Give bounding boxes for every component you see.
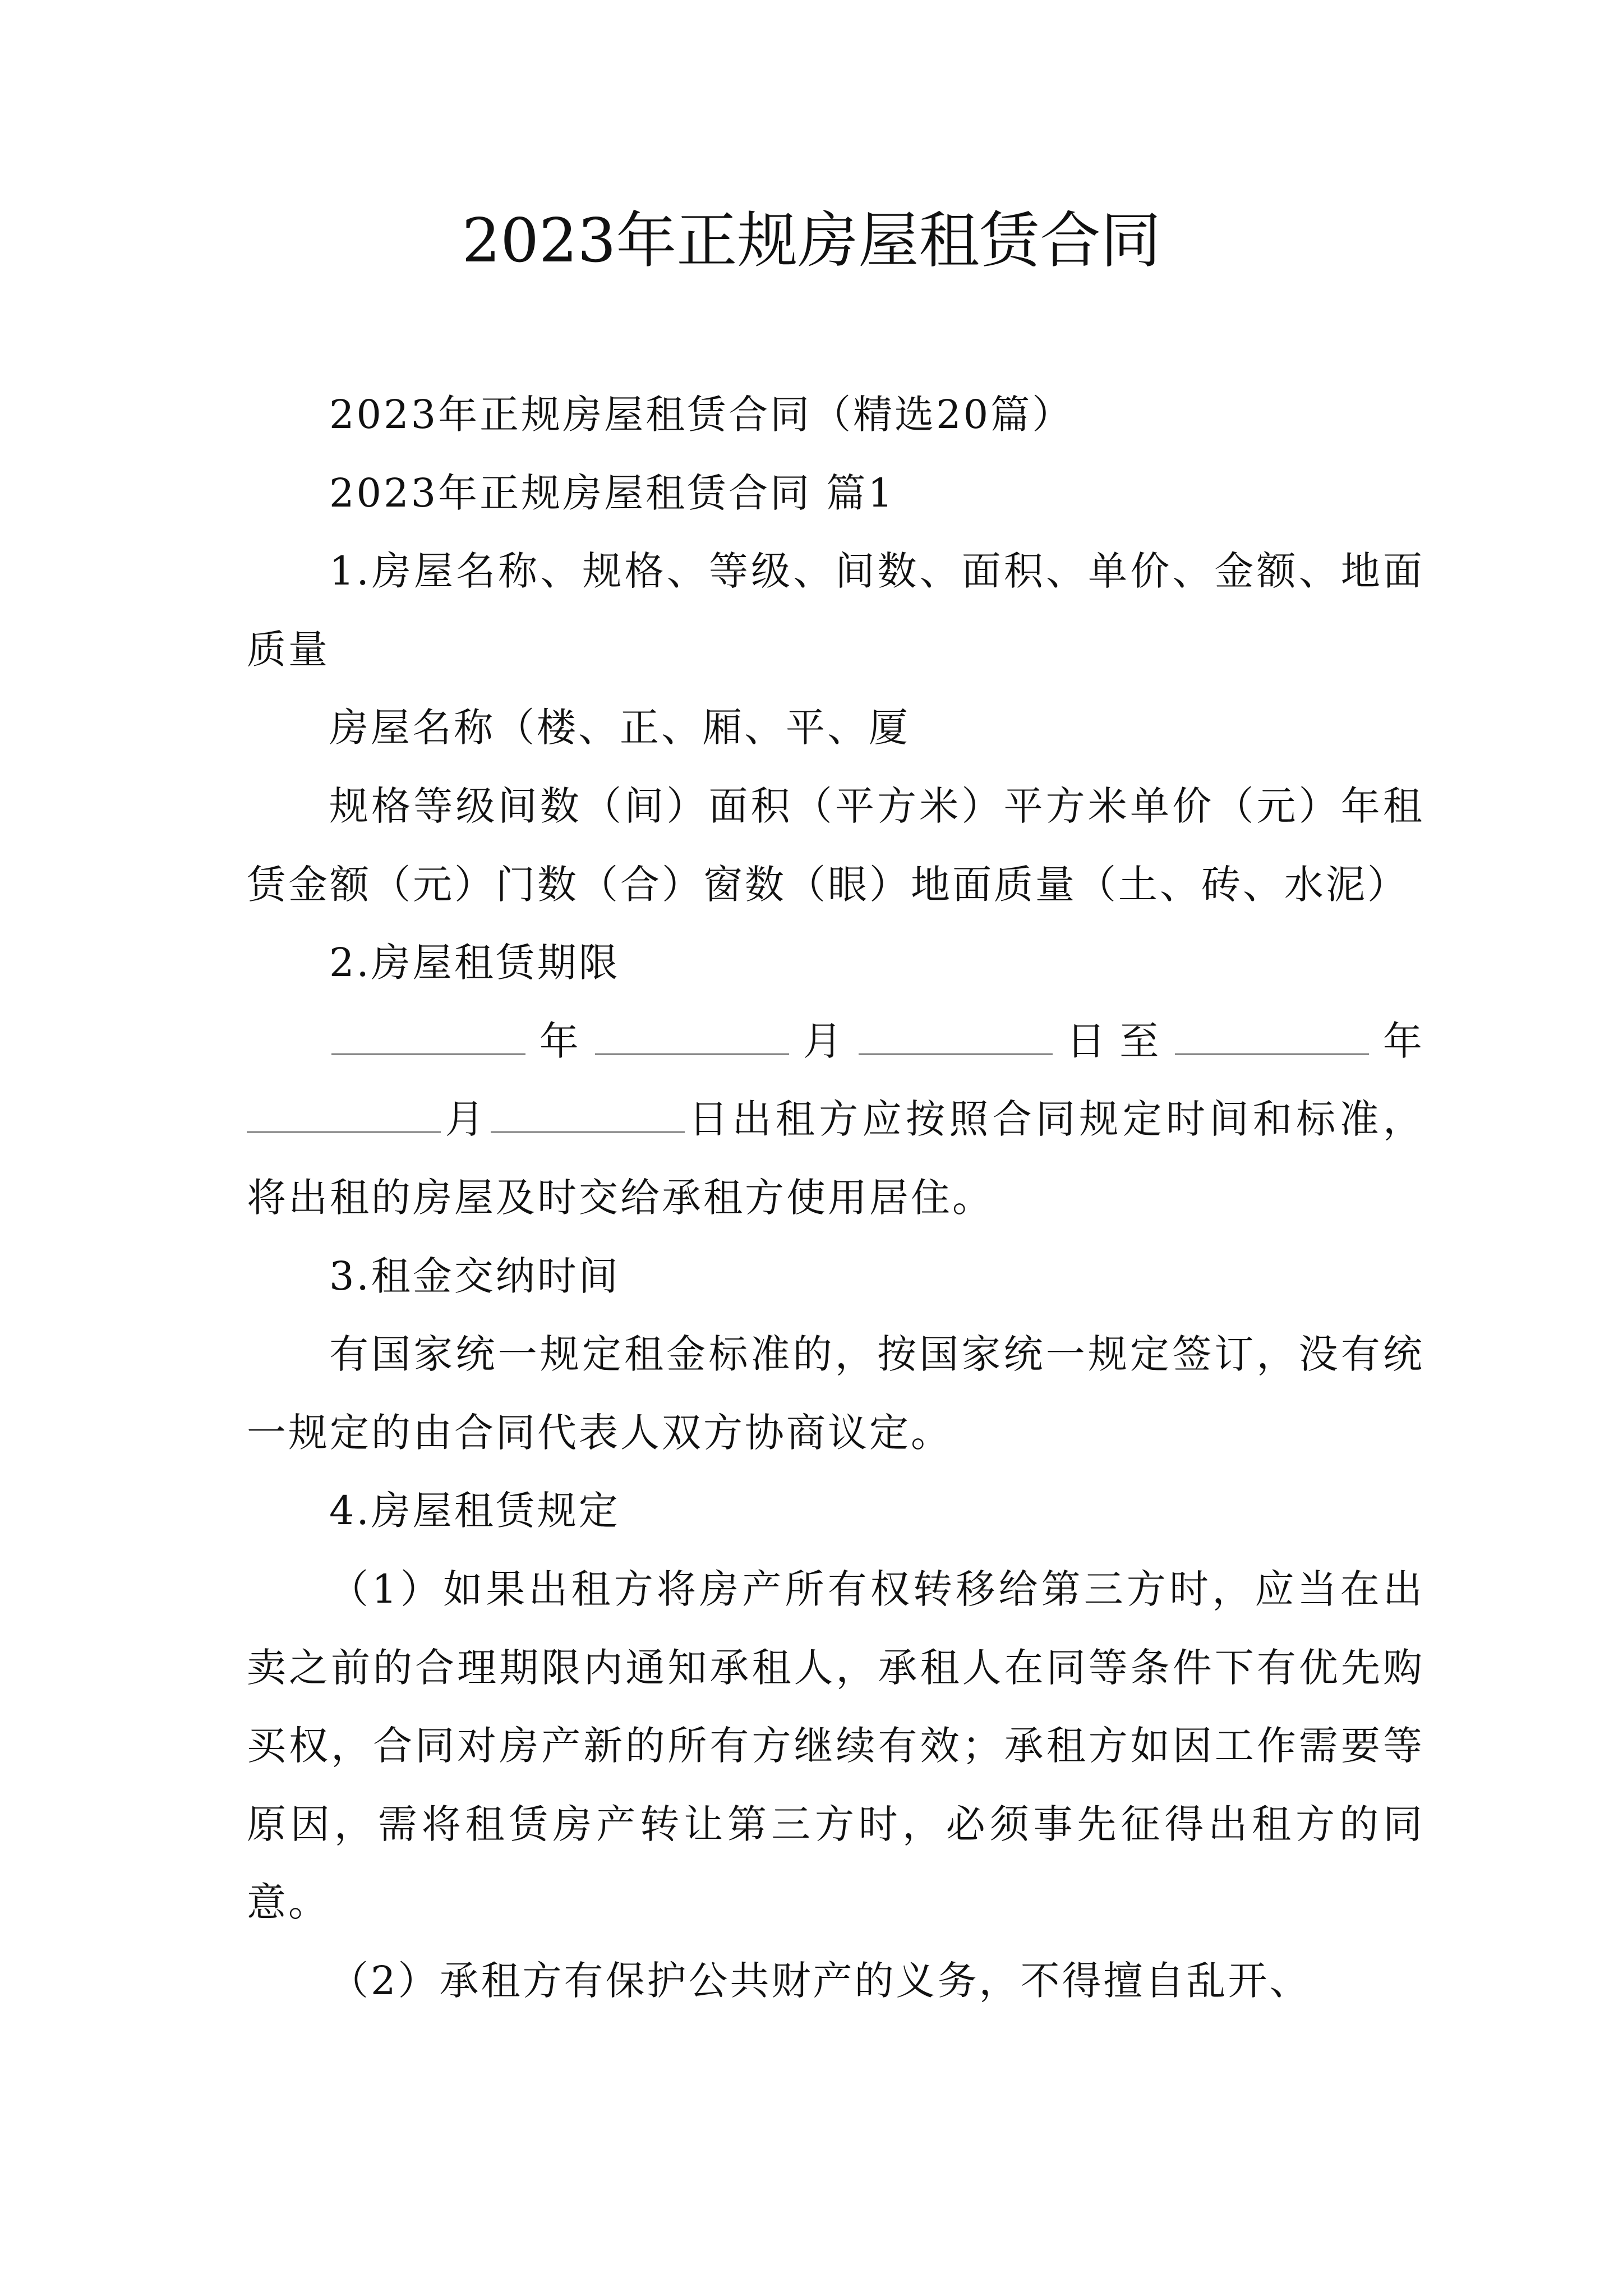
- blank-field: [595, 1014, 789, 1055]
- paragraph-subtitle: 2023年正规房屋租赁合同（精选20篇）: [329, 392, 1074, 438]
- lease-unit-day-to: 日至: [1054, 1018, 1173, 1064]
- lease-term-tail: 日出租方应按照合同规定时间和标准，将出租的房屋及时交给承租方使用居住。: [247, 1096, 1425, 1221]
- blank-field: [491, 1092, 685, 1133]
- lease-unit-year-2: 年: [1371, 1018, 1424, 1064]
- paragraph-rule-1: （1）如果出租方将房产所有权转移给第三方时，应当在出卖之前的合理期限内通知承租人，承租人在同等条件下有优先购买权，合同对房产新的所有方继续有效；承租方如因工作需要等原因，需将租赁房产转让第三方时，必须事先征得出租方的同意。: [247, 1566, 1424, 1926]
- blank-field: [247, 1092, 441, 1133]
- paragraph-house-name: 房屋名称（楼、正、厢、平、厦: [329, 705, 910, 751]
- blank-field: [859, 1014, 1053, 1055]
- paragraph-item-4: 4.房屋租赁规定: [329, 1488, 620, 1534]
- lease-unit-year: 年: [528, 1018, 593, 1064]
- paragraph-lease-term: [247, 1002, 1424, 1237]
- paragraph-rent-standard: 有国家统一规定租金标准的，按国家统一规定签订，没有统一规定的由合同代表人双方协商议定。: [247, 1331, 1424, 1456]
- blank-field: [1175, 1014, 1369, 1055]
- paragraph-item-2: 2.房屋租赁期限: [329, 940, 620, 986]
- paragraph-item-1: 1.房屋名称、规格、等级、间数、面积、单价、金额、地面质量: [247, 548, 1424, 673]
- blank-field: [331, 1014, 525, 1055]
- paragraph-rule-2: （2）承租方有保护公共财产的义务，不得擅自乱开、: [329, 1957, 1311, 2004]
- paragraph-section-heading: 2023年正规房屋租赁合同 篇1: [329, 470, 895, 516]
- paragraph-item-3: 3.租金交纳时间: [329, 1253, 620, 1299]
- document-title: 2023年正规房屋租赁合同: [462, 206, 1161, 276]
- lease-unit-month-2: 月: [443, 1096, 488, 1143]
- document-body: [247, 376, 1424, 2020]
- lease-unit-month: 月: [791, 1018, 856, 1064]
- paragraph-specs: 规格等级间数（间）面积（平方米）平方米单价（元）年租赁金额（元）门数（合）窗数（眼）地面质量（土、砖、水泥）: [247, 783, 1424, 908]
